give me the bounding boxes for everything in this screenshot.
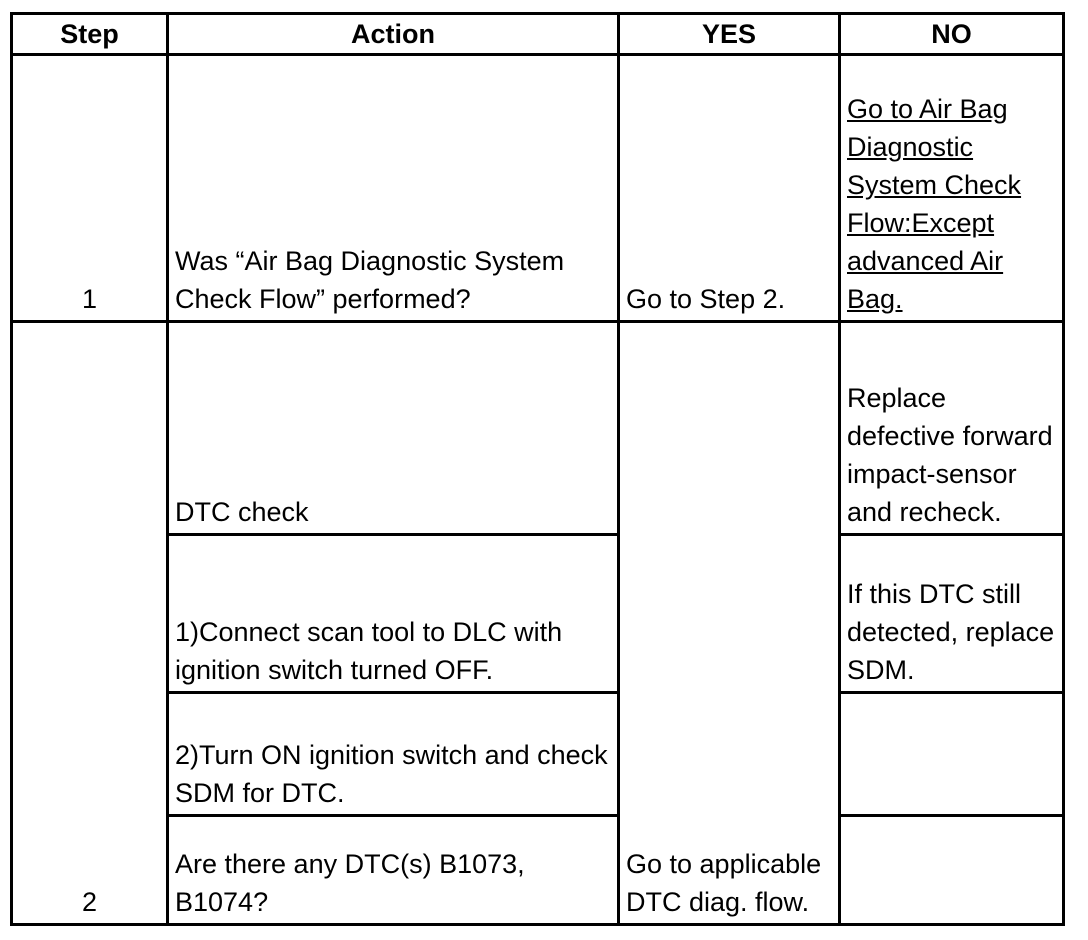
step-1-no-cell — [840, 55, 1064, 322]
step-2-number: 2 — [12, 322, 168, 925]
step-2-no-empty-1 — [840, 693, 1064, 816]
step-2-subrow-question — [12, 816, 1064, 925]
step-2-row — [12, 322, 1064, 535]
step-2-yes: Go to applicable DTC diag. flow. — [619, 322, 840, 925]
step-2-no-replace-sensor: Replace defective forward impact-sensor and recheck. — [840, 322, 1064, 535]
header-no: NO — [840, 14, 1064, 55]
step-2-action-connect-scan-tool: 1)Connect scan tool to DLC with ignition switch turned OFF. — [168, 535, 619, 693]
step-2-subrow-ignition — [12, 693, 1064, 816]
header-row — [12, 14, 1064, 55]
header-action: Action — [168, 14, 619, 55]
step-1-number: 1 — [12, 55, 168, 322]
step-2-no-replace-sdm: If this DTC still detected, replace SDM. — [840, 535, 1064, 693]
step-2-action-turn-on-ignition: 2)Turn ON ignition switch and check SDM for DTC. — [168, 693, 619, 816]
step-2-no-empty-2 — [840, 816, 1064, 925]
step-2-subrow-connect — [12, 535, 1064, 693]
step-2-action-question: Are there any DTC(s) B1073, B1074? — [168, 816, 619, 925]
step-1-no-link[interactable]: Go to Air Bag Diagnostic System Check Flow:Except advanced Air Bag. — [847, 94, 1022, 314]
header-yes: YES — [619, 14, 840, 55]
step-2-action-dtc-check: DTC check — [168, 322, 619, 535]
step-1-yes: Go to Step 2. — [619, 55, 840, 322]
step-1-action: Was “Air Bag Diagnostic System Check Flow” performed? — [168, 55, 619, 322]
step-1-row — [12, 55, 1064, 322]
header-step: Step — [12, 14, 168, 55]
diagnostic-flow-table — [10, 12, 1065, 926]
